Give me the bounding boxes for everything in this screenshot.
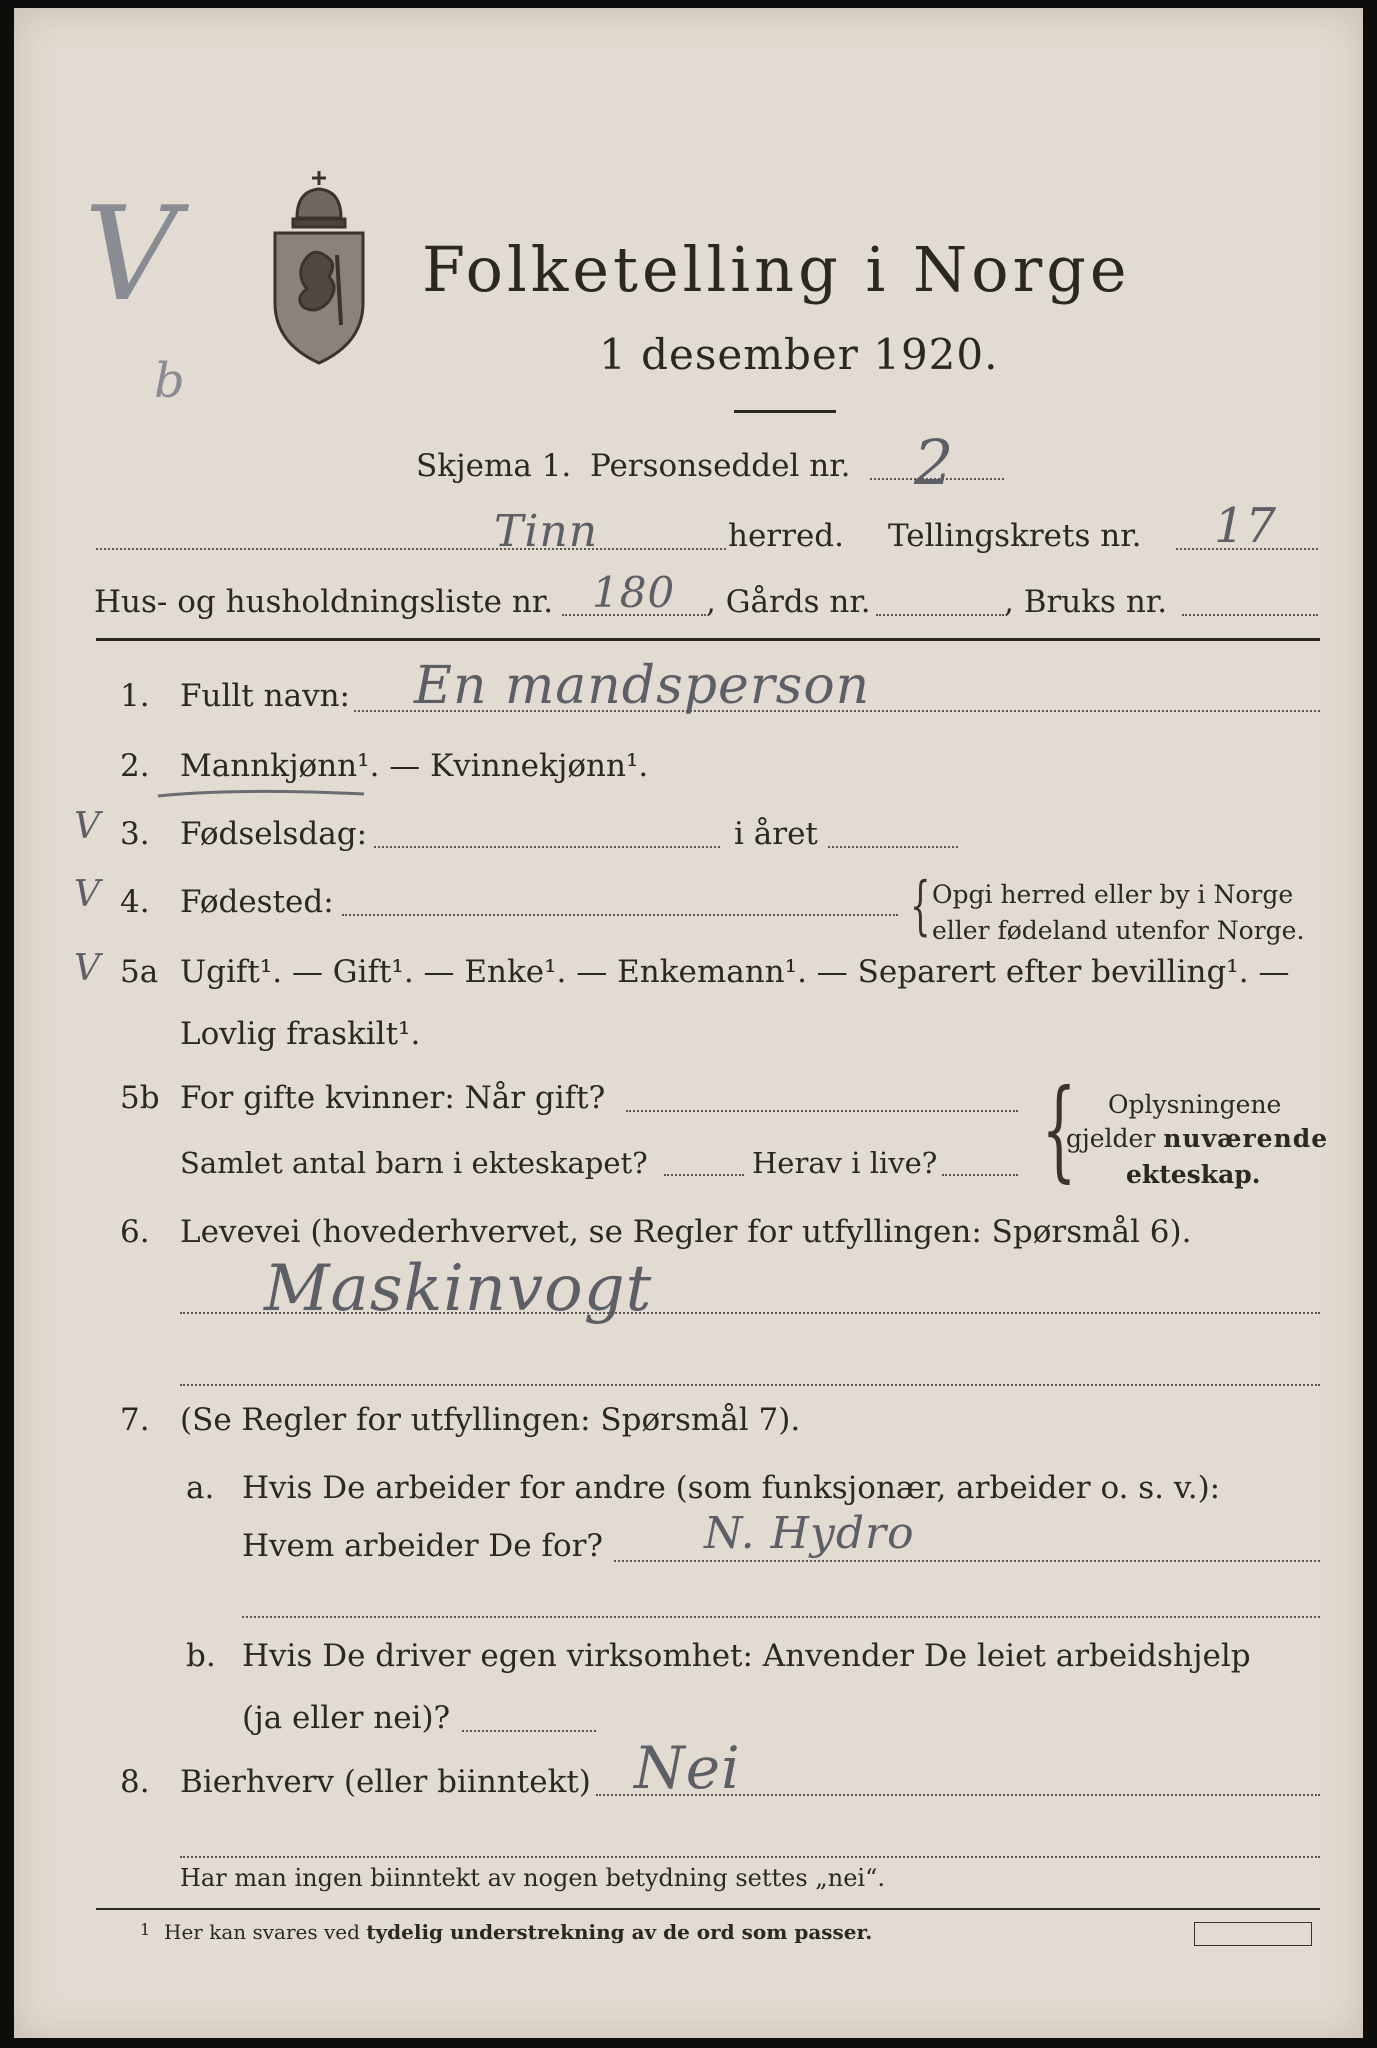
- q5a-label2: Lovlig fraskilt¹.: [180, 1016, 421, 1052]
- q5b-line3: [942, 1174, 1018, 1176]
- q7b-letter: b.: [186, 1638, 216, 1674]
- q7a-letter: a.: [186, 1470, 215, 1506]
- q6-number: 6.: [120, 1214, 150, 1250]
- q5b-label3: Herav i live?: [752, 1146, 938, 1180]
- q1-value[interactable]: En mandsperson: [414, 656, 871, 716]
- q7a-line: [614, 1560, 1320, 1562]
- q8-line2: [180, 1856, 1320, 1858]
- q2-underline-mark: [154, 784, 374, 804]
- margin-small-mark: b: [154, 353, 186, 409]
- form-title: Folketelling i Norge: [422, 233, 1131, 306]
- q5b-note2: gjelder nuværende: [1066, 1124, 1329, 1153]
- q7b-line: [462, 1730, 596, 1732]
- tellingskrets-value[interactable]: 17: [1214, 498, 1278, 554]
- q7a-value[interactable]: N. Hydro: [704, 1508, 915, 1559]
- q1-label: Fullt navn:: [180, 678, 350, 714]
- q5b-line2: [664, 1174, 744, 1176]
- q5a-check: V: [74, 948, 101, 989]
- q7a-label: Hvis De arbeider for andre (som funksjonær, arbeider o. s. v.):: [242, 1470, 1221, 1506]
- q5b-note3: ekteskap.: [1126, 1160, 1261, 1189]
- hus-label: Hus- og husholdningsliste nr.: [94, 584, 554, 620]
- q4-note2: eller fødeland utenfor Norge.: [932, 916, 1305, 945]
- q6-line: [180, 1312, 1320, 1314]
- personseddel-value[interactable]: 2: [914, 426, 955, 499]
- q4-line: [342, 914, 898, 916]
- margin-initial: V: [84, 178, 179, 330]
- footer-note: Har man ingen biinntekt av nogen betydning settes „nei“.: [180, 1864, 885, 1892]
- footnote-number: 1: [140, 1920, 151, 1939]
- q5b-label: For gifte kvinner: Når gift?: [180, 1080, 606, 1116]
- personseddel-label: Personseddel nr.: [590, 448, 851, 484]
- form-date: 1 desember 1920.: [599, 330, 999, 379]
- q5b-note1: Oplysningene: [1108, 1090, 1282, 1119]
- q7a-label2: Hvem arbeider De for?: [242, 1528, 604, 1564]
- title-rule: [734, 410, 836, 413]
- herred-value[interactable]: Tinn: [494, 506, 599, 557]
- printer-stamp: [1194, 1922, 1312, 1946]
- q5a-label: Ugift¹. — Gift¹. — Enke¹. — Enkemann¹. — Separert efter bevilling¹. —: [180, 954, 1290, 990]
- q6-line2: [180, 1384, 1320, 1386]
- q5b-brace: {: [1041, 1065, 1077, 1193]
- q2-number: 2.: [120, 748, 150, 784]
- q3-label: Fødselsdag:: [180, 816, 368, 852]
- q4-brace: {: [910, 869, 931, 943]
- q4-note1: Opgi herred eller by i Norge: [932, 880, 1294, 909]
- q3-check: V: [74, 806, 101, 847]
- q2-label: Mannkjønn¹. — Kvinnekjønn¹.: [180, 748, 649, 784]
- skjema-label: Skjema 1.: [416, 448, 572, 484]
- gards-line: [876, 614, 1004, 616]
- q3-line: [374, 846, 720, 848]
- herred-label: herred.: [728, 518, 844, 554]
- coat-of-arms-icon: [267, 163, 371, 371]
- gards-label: , Gårds nr.: [706, 584, 871, 620]
- q8-value[interactable]: Nei: [634, 1734, 741, 1802]
- q6-value[interactable]: Maskinvogt: [264, 1252, 653, 1326]
- q5b-line: [626, 1110, 1018, 1112]
- q6-label: Levevei (hovederhvervet, se Regler for utfyllingen: Spørsmål 6).: [180, 1214, 1192, 1250]
- footer-rule: [96, 1908, 1320, 1910]
- hus-value[interactable]: 180: [592, 568, 676, 617]
- q4-number: 4.: [120, 884, 150, 920]
- q7b-label2: (ja eller nei)?: [242, 1700, 451, 1736]
- q5b-number: 5b: [120, 1080, 160, 1116]
- tellingskrets-label: Tellingskrets nr.: [888, 518, 1142, 554]
- q5b-label2: Samlet antal barn i ekteskapet?: [180, 1146, 648, 1180]
- q4-check: V: [74, 874, 101, 915]
- q7-number: 7.: [120, 1402, 150, 1438]
- q8-number: 8.: [120, 1764, 150, 1800]
- q3-number: 3.: [120, 816, 150, 852]
- q5a-number: 5a: [120, 954, 159, 990]
- footnote: Her kan svares ved tydelig understrekning av de ord som passer.: [164, 1920, 873, 1944]
- q3-label2: i året: [734, 816, 818, 852]
- census-form: [14, 8, 1363, 2038]
- q7b-label: Hvis De driver egen virksomhet: Anvender De leiet arbeidshjelp: [242, 1638, 1251, 1674]
- q7-label: (Se Regler for utfyllingen: Spørsmål 7).: [180, 1402, 801, 1438]
- q4-label: Fødested:: [180, 884, 334, 920]
- q3-line2: [828, 846, 958, 848]
- header-rule: [96, 638, 1320, 641]
- q1-number: 1.: [120, 678, 150, 714]
- bruks-label: , Bruks nr.: [1004, 584, 1168, 620]
- bruks-line: [1182, 614, 1318, 616]
- q7a-line2: [242, 1616, 1320, 1618]
- herred-line: [96, 548, 726, 550]
- q8-label: Bierhverv (eller biinntekt): [180, 1764, 591, 1800]
